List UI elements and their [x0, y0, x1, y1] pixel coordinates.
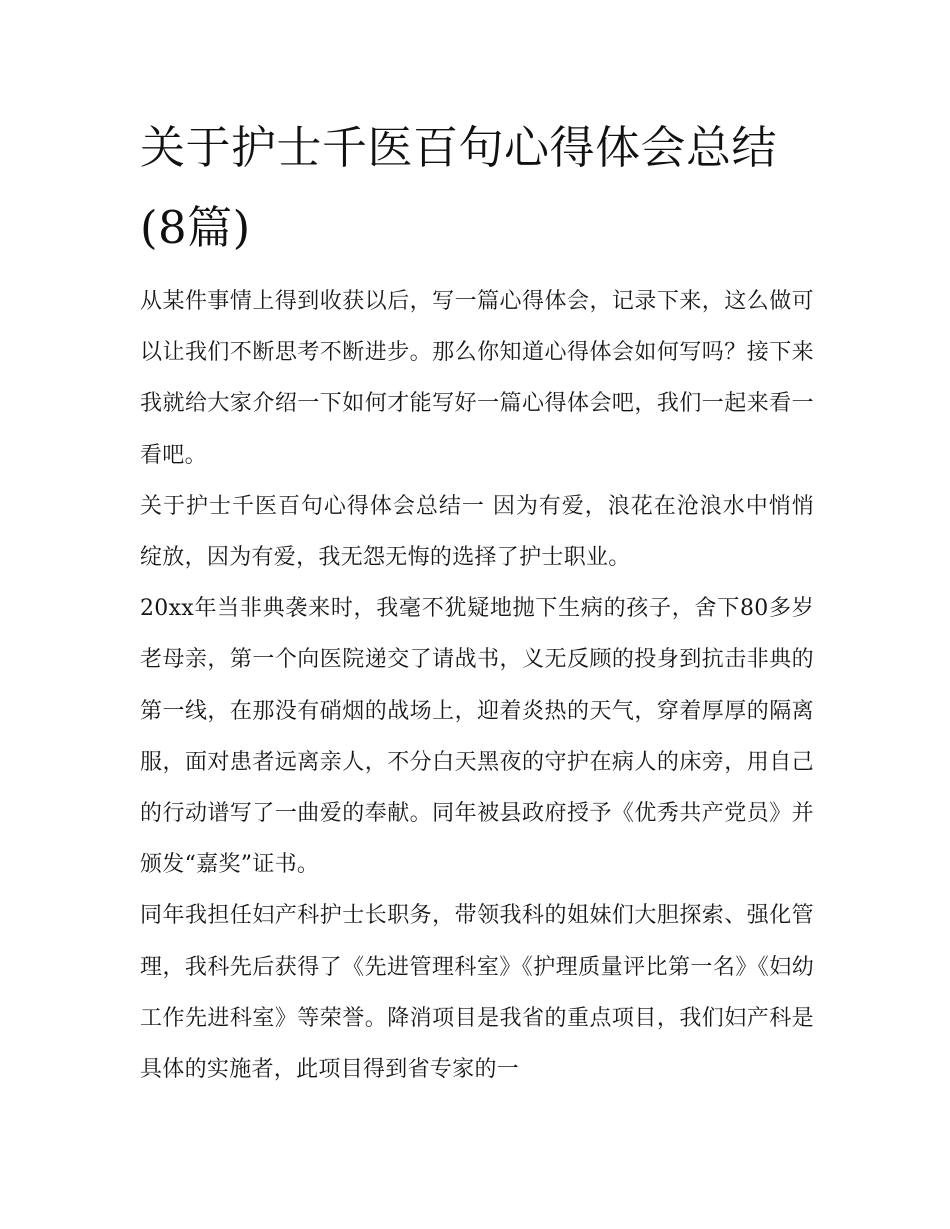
- paragraph-sars: 20xx年当非典袭来时，我毫不犹疑地抛下生病的孩子，舍下80多岁老母亲，第一个向医院递交了请战书，义无反顾的投身到抗击非典的第一线，在那没有硝烟的战场上，迎着炎热的天气，穿着厚厚的隔离服，面对患者远离亲人，不分白天黑夜的守护在病人的床旁，用自己的行动谱写了一曲爱的奉献。同年被县政府授予《优秀共产党员》并颁发“嘉奖”证书。: [140, 596, 814, 878]
- paragraph-summary-one: 关于护士千医百句心得体会总结一 因为有爱，浪花在沧浪水中悄悄绽放，因为有爱，我无怨无悔的选择了护士职业。: [140, 493, 814, 571]
- document-body: [140, 276, 814, 1095]
- paragraph-head-nurse: 同年我担任妇产科护士长职务，带领我科的姐妹们大胆探索、强化管理，我科先后获得了《先进管理科室》《护理质量评比第一名》《妇幼工作先进科室》等荣誉。降消项目是我省的重点项目，我们妇产科是具体的实施者，此项目得到省专家的一: [140, 903, 814, 1083]
- document-title: 关于护士千医百句心得体会总结(8篇): [140, 121, 778, 254]
- paragraph-intro: 从某件事情上得到收获以后，写一篇心得体会，记录下来，这么做可以让我们不断思考不断进步。那么你知道心得体会如何写吗？接下来我就给大家介绍一下如何才能写好一篇心得体会吧，我们一起来看一看吧。: [140, 289, 814, 468]
